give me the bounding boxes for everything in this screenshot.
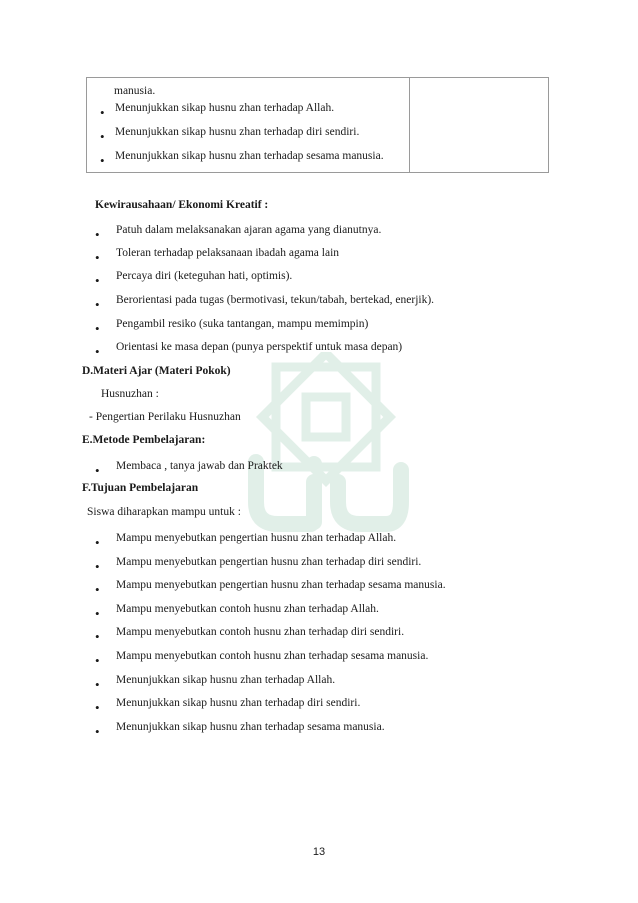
bullet: • [95, 677, 100, 692]
materi-subtopic: - Pengertian Perilaku Husnuzhan [89, 411, 241, 423]
table-column-divider [409, 78, 410, 172]
bullet: • [95, 582, 100, 597]
tujuan-intro: Siswa diharapkan mampu untuk : [87, 506, 241, 518]
list-item: Orientasi ke masa depan (punya perspektif untuk masa depan) [116, 341, 403, 353]
list-item: Berorientasi pada tugas (bermotivasi, tekun/tabah, bertekad, enerjik). [116, 294, 435, 306]
list-item: Mampu menyebutkan contoh husnu zhan terhadap Allah. [116, 603, 379, 615]
list-item: Mampu menyebutkan pengertian husnu zhan terhadap diri sendiri. [116, 556, 422, 568]
bullet: • [95, 724, 100, 739]
list-item: Menunjukkan sikap husnu zhan terhadap diri sendiri. [116, 697, 361, 709]
list-item: Menunjukkan sikap husnu zhan terhadap Allah. [116, 674, 336, 686]
table-list-item: Menunjukkan sikap husnu zhan terhadap diri sendiri. [115, 126, 360, 138]
list-item: Percaya diri (keteguhan hati, optimis). [116, 270, 293, 282]
bullet: • [95, 297, 100, 312]
table-continuation-text: manusia. [114, 85, 156, 97]
table-bullet: • [100, 153, 105, 168]
bullet: • [95, 535, 100, 550]
bullet: • [95, 273, 100, 288]
bullet: • [95, 629, 100, 644]
university-logo-watermark [236, 352, 416, 542]
bullet: • [95, 606, 100, 621]
list-item: Mampu menyebutkan pengertian husnu zhan terhadap sesama manusia. [116, 579, 446, 591]
materi-topic: Husnuzhan : [101, 388, 159, 400]
kewirausahaan-heading: Kewirausahaan/ Ekonomi Kreatif : [95, 199, 269, 211]
bullet: • [95, 463, 100, 478]
list-item: Membaca , tanya jawab dan Praktek [116, 460, 283, 472]
bullet: • [95, 227, 100, 242]
bullet: • [95, 653, 100, 668]
table-bullet: • [100, 129, 105, 144]
page-number: 13 [312, 846, 326, 858]
bullet: • [95, 344, 100, 359]
list-item: Menunjukkan sikap husnu zhan terhadap sesama manusia. [116, 721, 385, 733]
list-item: Pengambil resiko (suka tantangan, mampu memimpin) [116, 318, 369, 330]
tujuan-heading: F.Tujuan Pembelajaran [82, 482, 199, 494]
list-item: Mampu menyebutkan contoh husnu zhan terhadap diri sendiri. [116, 626, 405, 638]
list-item: Mampu menyebutkan pengertian husnu zhan terhadap Allah. [116, 532, 397, 544]
table-list-item: Menunjukkan sikap husnu zhan terhadap sesama manusia. [115, 150, 384, 162]
list-item: Toleran terhadap pelaksanaan ibadah agama lain [116, 247, 340, 259]
table-list-item: Menunjukkan sikap husnu zhan terhadap Allah. [115, 102, 335, 114]
bullet: • [95, 559, 100, 574]
list-item: Patuh dalam melaksanakan ajaran agama yang dianutnya. [116, 224, 382, 236]
metode-heading: E.Metode Pembelajaran: [82, 434, 206, 446]
bullet: • [95, 250, 100, 265]
bullet: • [95, 700, 100, 715]
table-bullet: • [100, 105, 105, 120]
materi-heading: D.Materi Ajar (Materi Pokok) [82, 365, 231, 377]
bullet: • [95, 321, 100, 336]
list-item: Mampu menyebutkan contoh husnu zhan terhadap sesama manusia. [116, 650, 429, 662]
